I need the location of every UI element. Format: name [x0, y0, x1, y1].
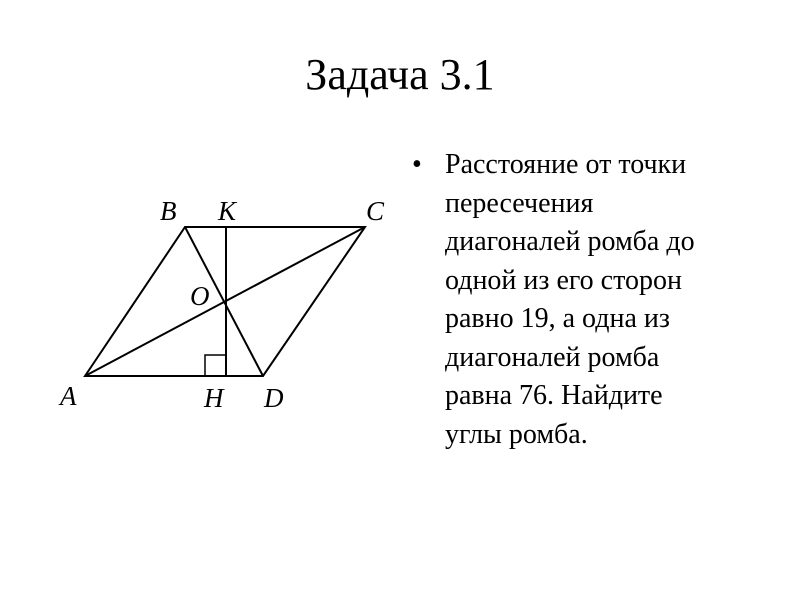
- problem-line: пересечения: [445, 187, 594, 219]
- slide-title: Задача 3.1: [305, 50, 495, 99]
- problem-line: равна 76. Найдите: [445, 380, 663, 411]
- right-angle-mark: [205, 355, 226, 376]
- label-o: O: [190, 281, 210, 311]
- problem-line: диагоналей ромба до: [445, 226, 695, 257]
- problem-line: равно 19, а одна из: [445, 303, 670, 334]
- problem-line: углы ромба.: [445, 418, 588, 450]
- problem-line: одной из его сторон: [445, 264, 682, 296]
- label-h: H: [204, 383, 224, 413]
- bullet-marker: •: [412, 149, 422, 180]
- label-a: A: [60, 381, 77, 411]
- problem-line: Расстояние от точки: [445, 149, 687, 180]
- problem-line: диагоналей ромба: [445, 341, 660, 373]
- label-k: K: [218, 196, 237, 226]
- label-d: D: [264, 383, 284, 413]
- label-b: B: [160, 196, 177, 226]
- label-c: C: [366, 196, 385, 226]
